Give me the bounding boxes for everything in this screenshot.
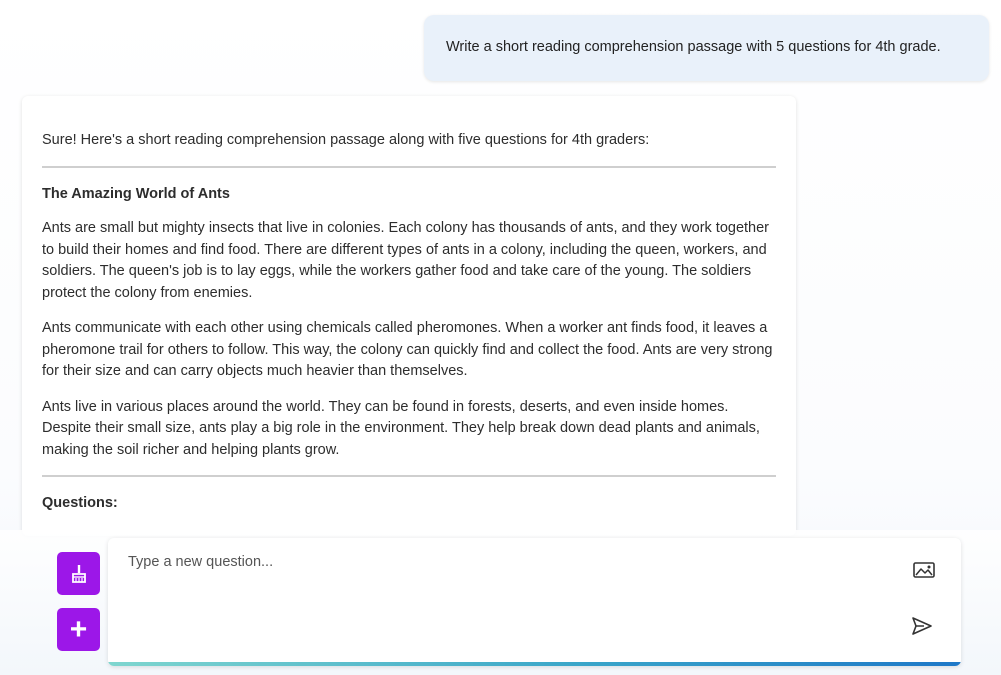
questions-heading: Questions: (42, 495, 118, 511)
clear-chat-button[interactable] (57, 552, 100, 595)
plus-icon: + (69, 612, 88, 646)
user-message-text: Write a short reading comprehension passage with 5 questions for 4th grade. (446, 39, 941, 55)
divider (42, 475, 776, 477)
passage-title: The Amazing World of Ants (42, 185, 230, 202)
question-input[interactable] (128, 554, 888, 644)
passage-paragraph: Ants communicate with each other using chemicals called pheromones. When a worker ant finds food, it leaves a pheromone trail for others to follow. This way, the colony can quickly find and collect the food. Ants are very strong for their size and can carry objects much heavier than themselves. (42, 320, 773, 379)
divider (42, 166, 776, 168)
broom-icon (69, 563, 89, 585)
passage-paragraph: Ants are small but mighty insects that live in colonies. Each colony has thousands of ants, and they work together to build their homes and find food. There are different types of ants in a colony, including the queen, workers, and soldiers. The queen's job is to lay eggs, while the workers gather food and take care of the young. The soldiers protect the colony from enemies. (42, 220, 770, 301)
composer (108, 538, 961, 666)
user-message-bubble (424, 15, 989, 81)
attach-image-button[interactable] (910, 556, 938, 584)
send-button[interactable] (908, 612, 936, 640)
assistant-intro: Sure! Here's a short reading comprehension passage along with five questions for 4th graders: (42, 132, 650, 148)
assistant-message-card (22, 96, 796, 536)
composer-accent-bar (108, 662, 961, 666)
passage-paragraph: Ants live in various places around the world. They can be found in forests, deserts, and even inside homes. Despite their small size, ants play a big role in the environment. They help break down dead plants and animals, making the soil richer and helping plants grow. (42, 398, 760, 458)
send-icon (910, 615, 934, 637)
new-chat-button[interactable] (57, 608, 100, 651)
image-icon (912, 560, 936, 580)
